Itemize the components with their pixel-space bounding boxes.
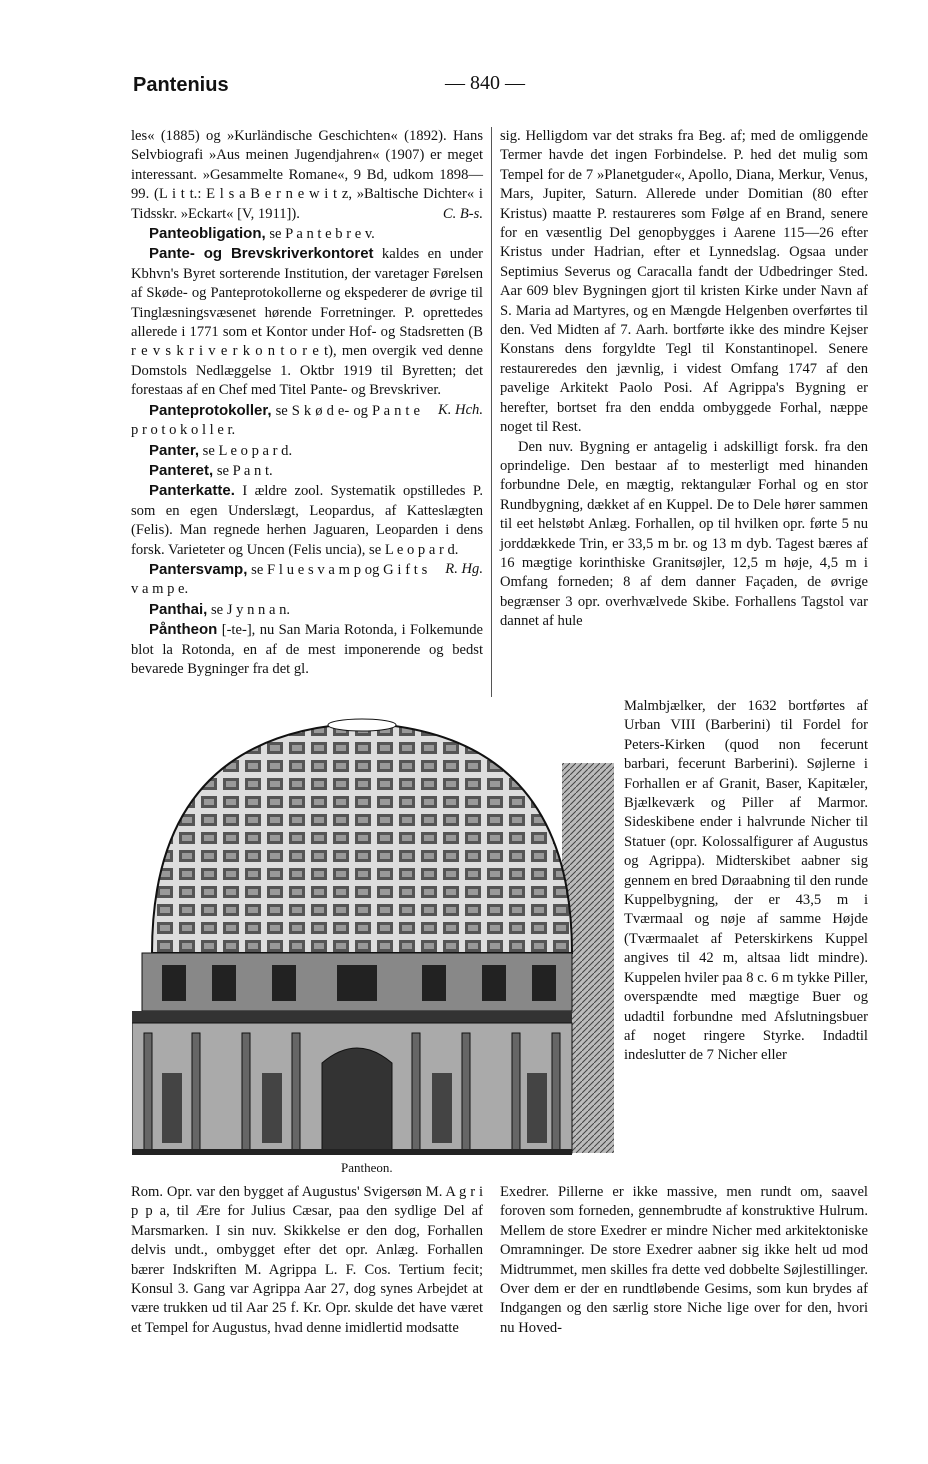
author-signature: R. Hg. (445, 560, 483, 577)
entry-text: se P a n t. (213, 462, 273, 479)
paragraph: Exedrer. Pillerne er ikke massive, men rundt om, saavel foroven som forneden, gennembrudte af konstruktive Hulrum. Mellem de store Exedrer er mindre Nicher med arkitektoniske Omramninger. De store Exedrer aabner sig ikke helt ud mod Midtrummet, men skilles fra dette ved dobbelte Søjlestillinger. Over dem er der en rundtløbende Gesims, som kun brydes af Indgangen og den særlig store Niche lige over for den, hvori nu Hoved- (500, 1184, 868, 1336)
headword: Panteprotokoller, (149, 401, 272, 419)
bottom-left-column (131, 1183, 483, 1338)
entry-continuation (131, 127, 483, 224)
right-column (500, 127, 868, 632)
headword: Panteobligation, (149, 225, 266, 243)
entry-panteobligation (131, 224, 483, 244)
entry-text: [-te-], nu San Maria Rotonda, i Folkemunde blot la Rotonda, en af de mest imponerende og bedst bevarede Bygninger fra det gl. (131, 622, 483, 677)
entry-panteret (131, 461, 483, 481)
author-signature: C. B-s. (442, 205, 483, 222)
cornice (132, 1011, 572, 1023)
entry-text: les« (1885) og »Kurländische Geschichten« (1892). Hans Selvbiografi »Aus meinen Jugendjahren« (1907) er meget interessant. »Gesammelte Romane«, 9 Bd, udkom 1898—99. (L i t t.: E l s a B e r n e w i t z, »Baltische Dichter« i Tidsskr. »Eckart« [V, 1911]). (131, 128, 483, 222)
entry-text: se L e o p a r d. (199, 442, 293, 459)
bottom-right-column (500, 1183, 868, 1338)
headword: Pante- og Brevskriverkontoret (149, 245, 374, 263)
paragraph: Rom. Opr. var den bygget af Augustus' Svigersøn M. A g r i p p a, til Ære for Julius Cæsar, paa den sydlige Del af Marsmarken. I sin nuv. Skikkelse er den dog, Forhallen delvis undt., ombygget efter det opr. Anlæg. Forhallen bærer Indskriften M. Agrippa L. F. Cos. Tertium fecit; Konsul 3. Gang var Agrippa Aar 27, dog synes Arbejdet at være trukken ud til Aar 25 f. Kr. Opr. skulde det have været et Tempel for Augustus, hvad denne imidlertid modsatte (131, 1184, 483, 1336)
paragraph: sig. Helligdom var det straks fra Beg. af; med de omliggende Termer havde det ingen Forbindelse. P. hed det mulig som Tempel for de 7 »Planetguder«, Apollo, Diana, Merkur, Venus, Mars, Jupiter, Saturn. Allerede under Domitian (80 efter Kristus) maatte P. restaureres som Følge af en Brand, senere for en væsentlig Del genopbygges i Aarene 115—26 efter Kristus under Hadrian, efter et Lynnedslag. Ogsaa under Septimius Severus og Caracalla fandt der Udbedringer Sted. Aar 609 blev Bygningen gjort til kristen Kirke under Navn af S. Maria ad Martyres, og en Mængde Helgenben overførtes til den. Ved Midten af 7. Aarh. bortførte ikke des mindre Kejser Konstans dens forgyldte Tegl til Konstantinopel. Senere restaureredes den jævnlig, i videst Omfang 1747 af den pavelige Arkitekt Paolo Posi. Af Agrippa's Bygning er herefter, bortset fra den endda ombyggede Forhal, næppe noget til Rest. (500, 128, 868, 436)
paragraph: Malmbjælker, der 1632 bortførtes af Urban VIII (Barberini) til Fordel for Peters-Kirken (quod non fecerunt barbari, fecerunt Barberini). Søjlerne i Forhallen er af Granit, Baser, Kapitæler, Bjælkeværk og Piller af Marmor. Sideskibene ender i halvrunde Nicher til Statuer (opr. Kolossalfigurer af Augustus og Agrippa). Midterskibet aabner sig gennem en bred Døraabning til den runde Kuppelbygning, der er 43,5 m i Tværmaal og nøje af samme Højde (Tværmaalet af Peterskirkens Kuppel angives til 42 m, altsaa lidt mindre). Kuppelen hviler paa 8 c. 6 m tykke Piller, overspændte med mægtige Buer og udadtil forbundne med Afslutningsbuer af noget ringere Styrke. Indadtil indeslutter de 7 Nicher eller (624, 698, 868, 1064)
right-column-beside-figure (624, 697, 868, 1066)
entry-brevskriverkontoret (131, 244, 483, 418)
entry-panthai (131, 600, 483, 620)
entry-pantheon (131, 620, 483, 679)
left-column (131, 127, 483, 679)
column-rule (491, 127, 492, 697)
entry-text: se J y n n a n. (207, 601, 291, 618)
pantheon-illustration (132, 703, 618, 1155)
running-head-word: Pantenius (133, 74, 229, 96)
headword: Panthai, (149, 600, 208, 618)
headword: Panter, (149, 441, 200, 459)
central-niche (322, 1048, 392, 1153)
oculus (328, 719, 396, 731)
headword: Panteret, (149, 461, 214, 479)
entry-text: se S k ø d e- og P a n t e p r o t o k o l l e r. (131, 402, 420, 439)
headword: Påntheon (149, 621, 218, 639)
entry-text: I ældre zool. Systematik opstilledes P. som en egen Underslægt, Leopardus, af Katteslægten (Felis). Man regnede herhen Jaguaren, Leoparden i dens forsk. Varieteter og Uncen (Felis uncia), se L e o p a r d. (131, 483, 483, 558)
headword: Panterkatte. (149, 482, 235, 500)
paragraph: Den nuv. Bygning er antagelig i adskilligt forsk. fra den oprindelige. Den bestaar af to mesterligt med hinanden forbundne Dele, en mægtig, rektangulær Forhal og en stor Rundbygning, dækket af en Kuppel. De to Dele hører sammen til eet helstøbt Anlæg. Forhallen, op til hvilken opr. førte 5 nu jorddækkede Trin, er 33,5 m br. og 13 m dyb. Tagest bæres af 16 mægtige korinthiske Granitsøjler, 12,5 m høje, 4,5 m i Omfang forneden; 8 af dem danner Façaden, de øvrige begrænser 3 opr. overhvælvede Skibe. Forhallens Tagstol var dannet af hule (500, 438, 868, 630)
page-number: — 840 — (445, 72, 525, 94)
figure-caption: Pantheon. (341, 1160, 393, 1175)
author-signature: K. Hch. (438, 401, 483, 418)
coffered-dome (152, 723, 572, 953)
entry-text: se P a n t e b r e v. (265, 226, 375, 243)
entry-text: kaldes en under Kbhvn's Byret sorterende Institution, der varetager Førelsen af Skøde- og Panteprotokollerne og ekspederer de øvrige til Tinglæsningsvæsenet hørende Forretninger. P. oprettedes allerede i 1771 som et Kontor under Hof- og Stadsretten (B r e v s k r i v e r k o n t o r e t), men overgik ved denne Domstols Nedlæggelse 1. Oktbr 1919 til Byretten; det forestaas af en Chef med Titel Pante- og Brevskriver. (131, 246, 483, 399)
floor-line (132, 1149, 572, 1155)
entry-panter (131, 441, 483, 461)
headword: Pantersvamp, (149, 560, 248, 578)
entry-text: se F l u e s v a m p og G i f t s v a m p e. (131, 561, 428, 598)
